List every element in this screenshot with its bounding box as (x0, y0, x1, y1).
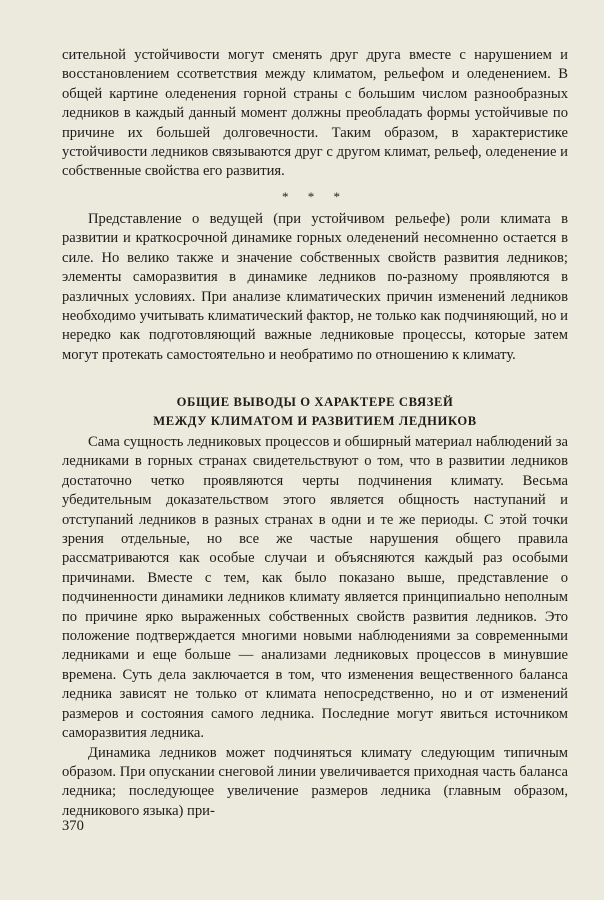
paragraph-continuation: сительной устойчивости могут сменять друг друга вместе с нарушением и восстановлением ссответствия между климатом, рельефом и оледенением. В общей картине оледенения горной страны с большим числом разнообразных ледников в каждый данный момент должны преобладать формы устойчивые по причине их большей долговечности. Таким образом, в характеристике устойчивости ледников связываются друг с другом климат, рельеф, оледенение и собственные свойства его развития. (62, 47, 568, 180)
section-heading-line-1: ОБЩИЕ ВЫВОДЫ О ХАРАКТЕРЕ СВЯЗЕЙ (176, 395, 454, 409)
paragraph-glacier-processes: Сама сущность ледниковых процессов и обширный материал наблюдений за ледниками в горных странах свидетельствуют о том, что в развитии ледников достаточно четко проявляются черты подчинения климату. Весьма убедительным доказательством этого является общность наступаний и отступаний ледников в разных странах в одни и те же периоды. С этой точки зрения отдельные, но все же частые нарушения общего правила рассматриваются как особые случаи и объясняются каждый раз особыми причинами. Вместе с тем, как было показано выше, представление о подчиненности динамики ледников климату является принципиально неполным по причине ярко выраженных собственных свойств развития ледников. Это положение подтверждается многими новыми наблюдениями за современными ледниками и еще больше — анализами ледниковых процессов в минувшие времена. Суть дела заключается в том, что изменения вещественного баланса ледника зависят не только от климата непосредственно, но и от изменений размеров и состояния самого ледника. Последние могут явиться источником саморазвития ледника. (62, 434, 568, 742)
section-heading-line-2: МЕЖДУ КЛИМАТОМ И РАЗВИТИЕМ ЛЕДНИКОВ (153, 414, 477, 428)
paragraph-climate-role: Представление о ведущей (при устойчивом рельефе) роли климата в развитии и краткосрочной динамике горных оледенений несомненно остается в силе. Но велико также и значение собственных свойств развития ледников; элементы саморазвития в динамике ледников по-разному проявляются в различных условиях. При анализе климатических причин изменений ледников необходимо учитывать климатический фактор, не только как подчиняющий, но и нередко как подготовляющий важные ледниковые процессы, которые затем могут протекать самостоятельно и необратимо по отношению к климату. (62, 211, 568, 363)
paragraph-glacier-dynamics: Динамика ледников может подчиняться климату следующим типичным образом. При опускании снеговой линии увеличивается приходная часть баланса ледника; последующее увеличение размеров ледника (главным образом, ледникового языка) при- (62, 744, 568, 819)
text-block-top (62, 46, 568, 182)
section-heading (62, 393, 568, 431)
section-separator: * * * (282, 189, 348, 204)
text-block-bottom (62, 433, 568, 821)
text-block-middle (62, 210, 568, 365)
page-number: 370 (62, 818, 84, 834)
